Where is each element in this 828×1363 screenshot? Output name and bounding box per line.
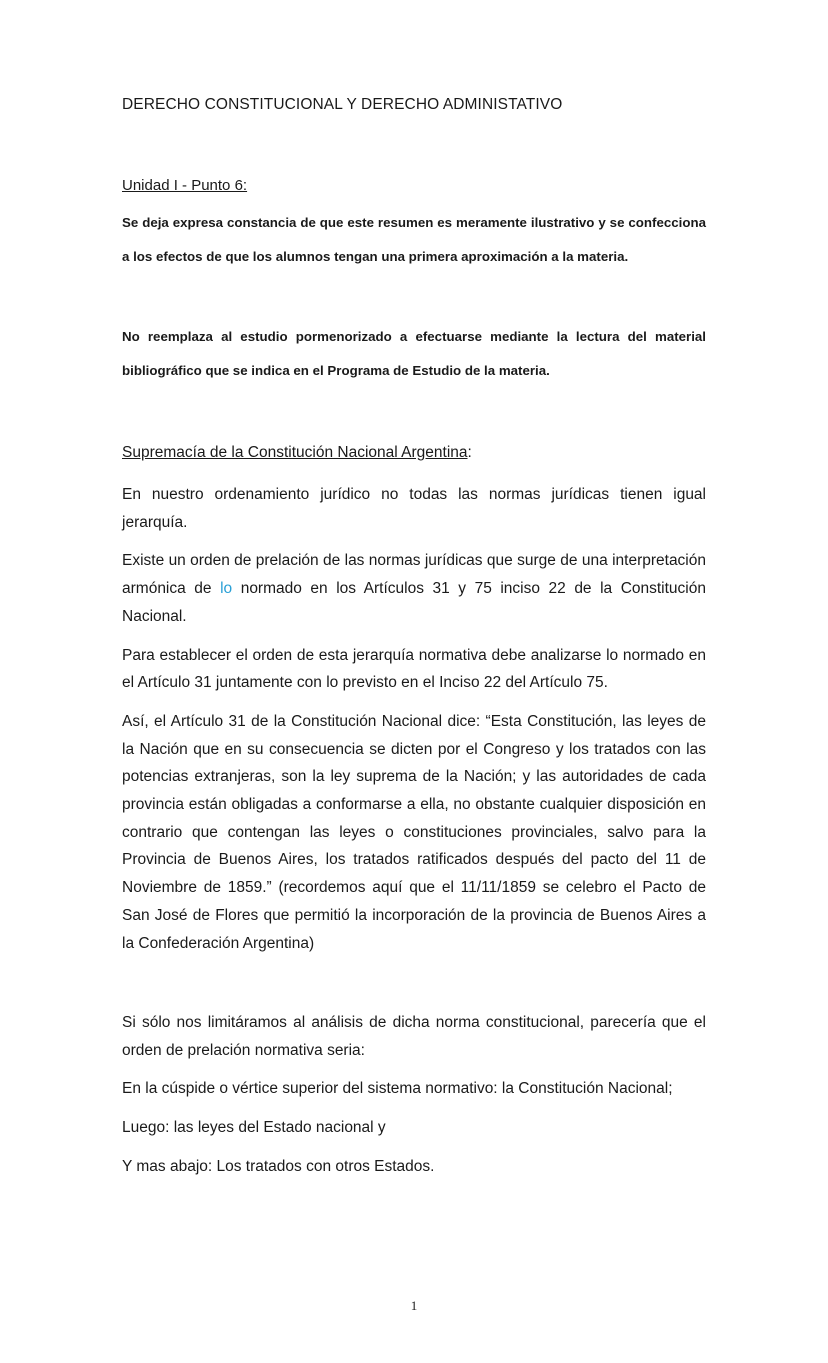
paragraph-3: Para establecer el orden de esta jerarquía normativa debe analizarse lo normado en el Artículo 31 juntamente con lo previsto en el Inciso 22 del Artículo 75. — [122, 646, 706, 692]
section-body — [122, 481, 706, 968]
paragraph-2-start: Existe un orden de prelación de las normas jurídicas que surge de una interpretación armónica de — [122, 552, 706, 598]
section-heading — [122, 444, 472, 462]
disclaimer-paragraph-1: Se deja expresa constancia de que este resumen es meramente ilustrativo y se confecciona a los efectos de que los alumnos tengan una primera aproximación a la materia. — [122, 215, 706, 264]
section-heading-colon: : — [467, 444, 472, 461]
paragraph-5: Si sólo nos limitáramos al análisis de dicha norma constitucional, parecería que el orden de prelación normativa seria: — [122, 1014, 706, 1059]
highlighted-word: lo — [220, 580, 233, 598]
hierarchy-level-3: Y mas abajo: Los tratados con otros Estados. — [122, 1157, 435, 1175]
unit-heading: Unidad I - Punto 6: — [122, 177, 248, 194]
paragraph-1: En nuestro ordenamiento jurídico no todas las normas jurídicas tienen igual jerarquía. — [122, 486, 706, 531]
paragraph-4-article-31-quote: Así, el Artículo 31 de la Constitución Nacional dice: “Esta Constitución, las leyes de la Nación que en su consecuencia se dicten por el Congreso y los tratados con las potencias extranjeras, son la ley suprema de la Nación; y las autoridades de cada provincia están obligadas a conformarse a ella, no obstante cualquier disposición en contrario que contengan las leyes o constituciones provinciales, salvo para la Provincia de Buenos Aires, los tratados ratificados después del pacto del 11 de Noviembre de 1859.” (recordemos aquí que el 11/11/1859 se celebro el Pacto de San José de Flores que permitió la incorporación de la provincia de Buenos Aires a la Confederación Argentina) — [122, 712, 706, 952]
hierarchy-level-2: Luego: las leyes del Estado nacional y — [122, 1119, 386, 1137]
paragraph-2-end: normado en los Artículos 31 y 75 inciso 22 de la Constitución Nacional. — [122, 580, 706, 625]
section-heading-text: Supremacía de la Constitución Nacional Argentina — [122, 444, 468, 461]
paragraph-2 — [122, 547, 706, 630]
disclaimer-paragraph-2: No reemplaza al estudio pormenorizado a efectuarse mediante la lectura del material bibliográfico que se indica en el Programa de Estudio de la materia. — [122, 329, 706, 378]
hierarchy-level-1: En la cúspide o vértice superior del sistema normativo: la Constitución Nacional; — [122, 1080, 673, 1098]
hierarchy-section — [122, 1009, 706, 1192]
page-number: 1 — [410, 1298, 418, 1313]
document-title: DERECHO CONSTITUCIONAL Y DERECHO ADMINISTATIVO — [122, 96, 563, 113]
